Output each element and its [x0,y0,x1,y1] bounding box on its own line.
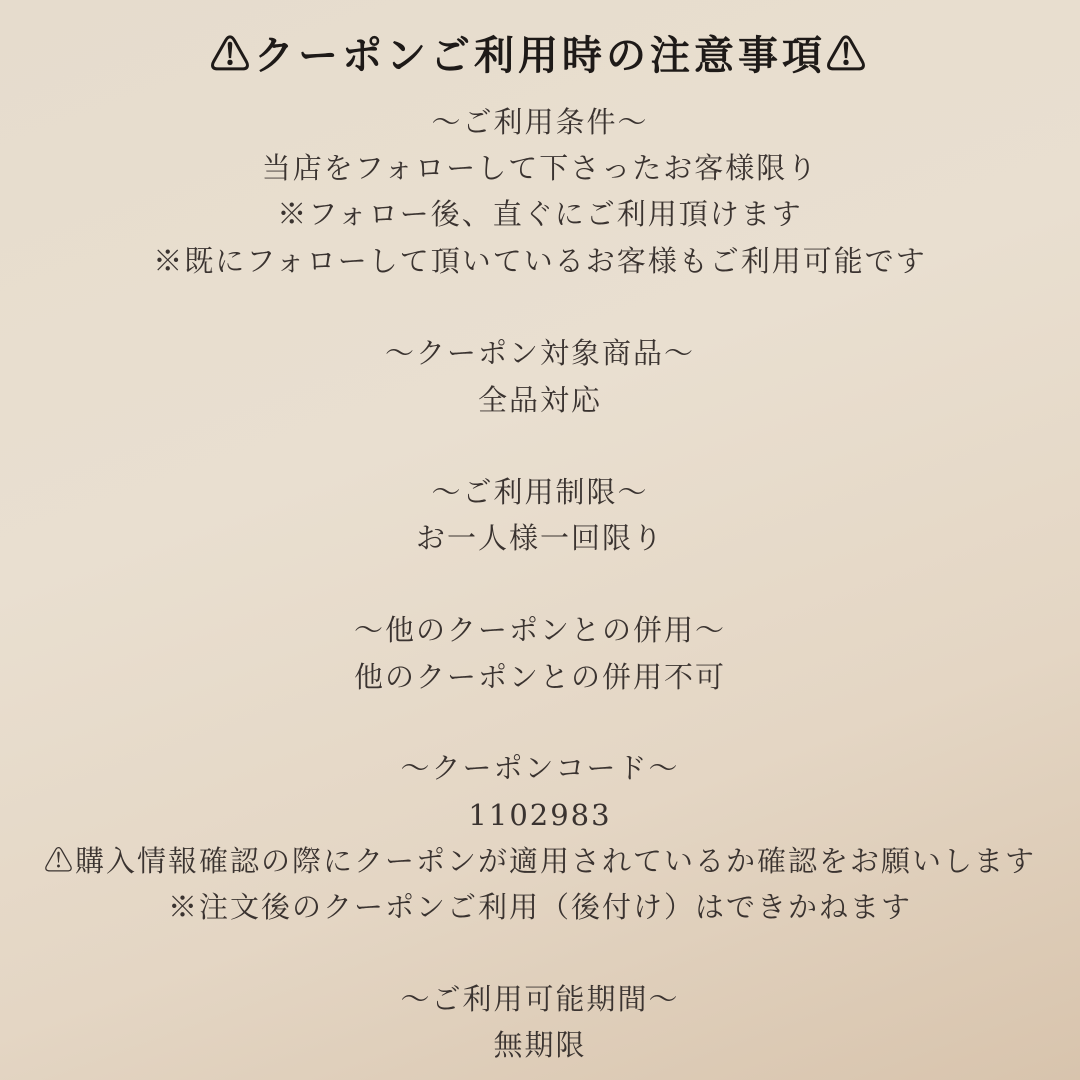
page-title: ⚠クーポンご利用時の注意事項⚠ [210,32,870,79]
coupon-code-value: 1102983 [468,798,612,832]
conditions-line-2: ※フォロー後、直ぐにご利用頂けます [277,197,803,231]
combination-value: 他のクーポンとの併用不可 [353,660,726,694]
usage-limit-value: お一人様一回限り [415,521,664,555]
conditions-line-1: 当店をフォローして下さったお客様限り [261,151,819,185]
usage-limit-heading: 〜ご利用制限〜 [431,475,649,509]
target-products-heading: 〜クーポン対象商品〜 [384,336,695,370]
coupon-code-heading: 〜クーポンコード〜 [400,751,680,785]
valid-period-heading: 〜ご利用可能期間〜 [400,982,680,1016]
valid-period-value: 無期限 [493,1028,587,1062]
combination-heading: 〜他のクーポンとの併用〜 [353,613,726,647]
coupon-code-note-2: ※注文後のクーポンご利用（後付け）はできかねます [167,890,912,924]
conditions-heading: 〜ご利用条件〜 [431,105,649,139]
target-products-value: 全品対応 [477,383,602,417]
conditions-line-3: ※既にフォローして頂いているお客様もご利用可能です [153,244,927,278]
coupon-code-note-1: ⚠購入情報確認の際にクーポンが適用されているか確認をお願いします [43,844,1036,878]
